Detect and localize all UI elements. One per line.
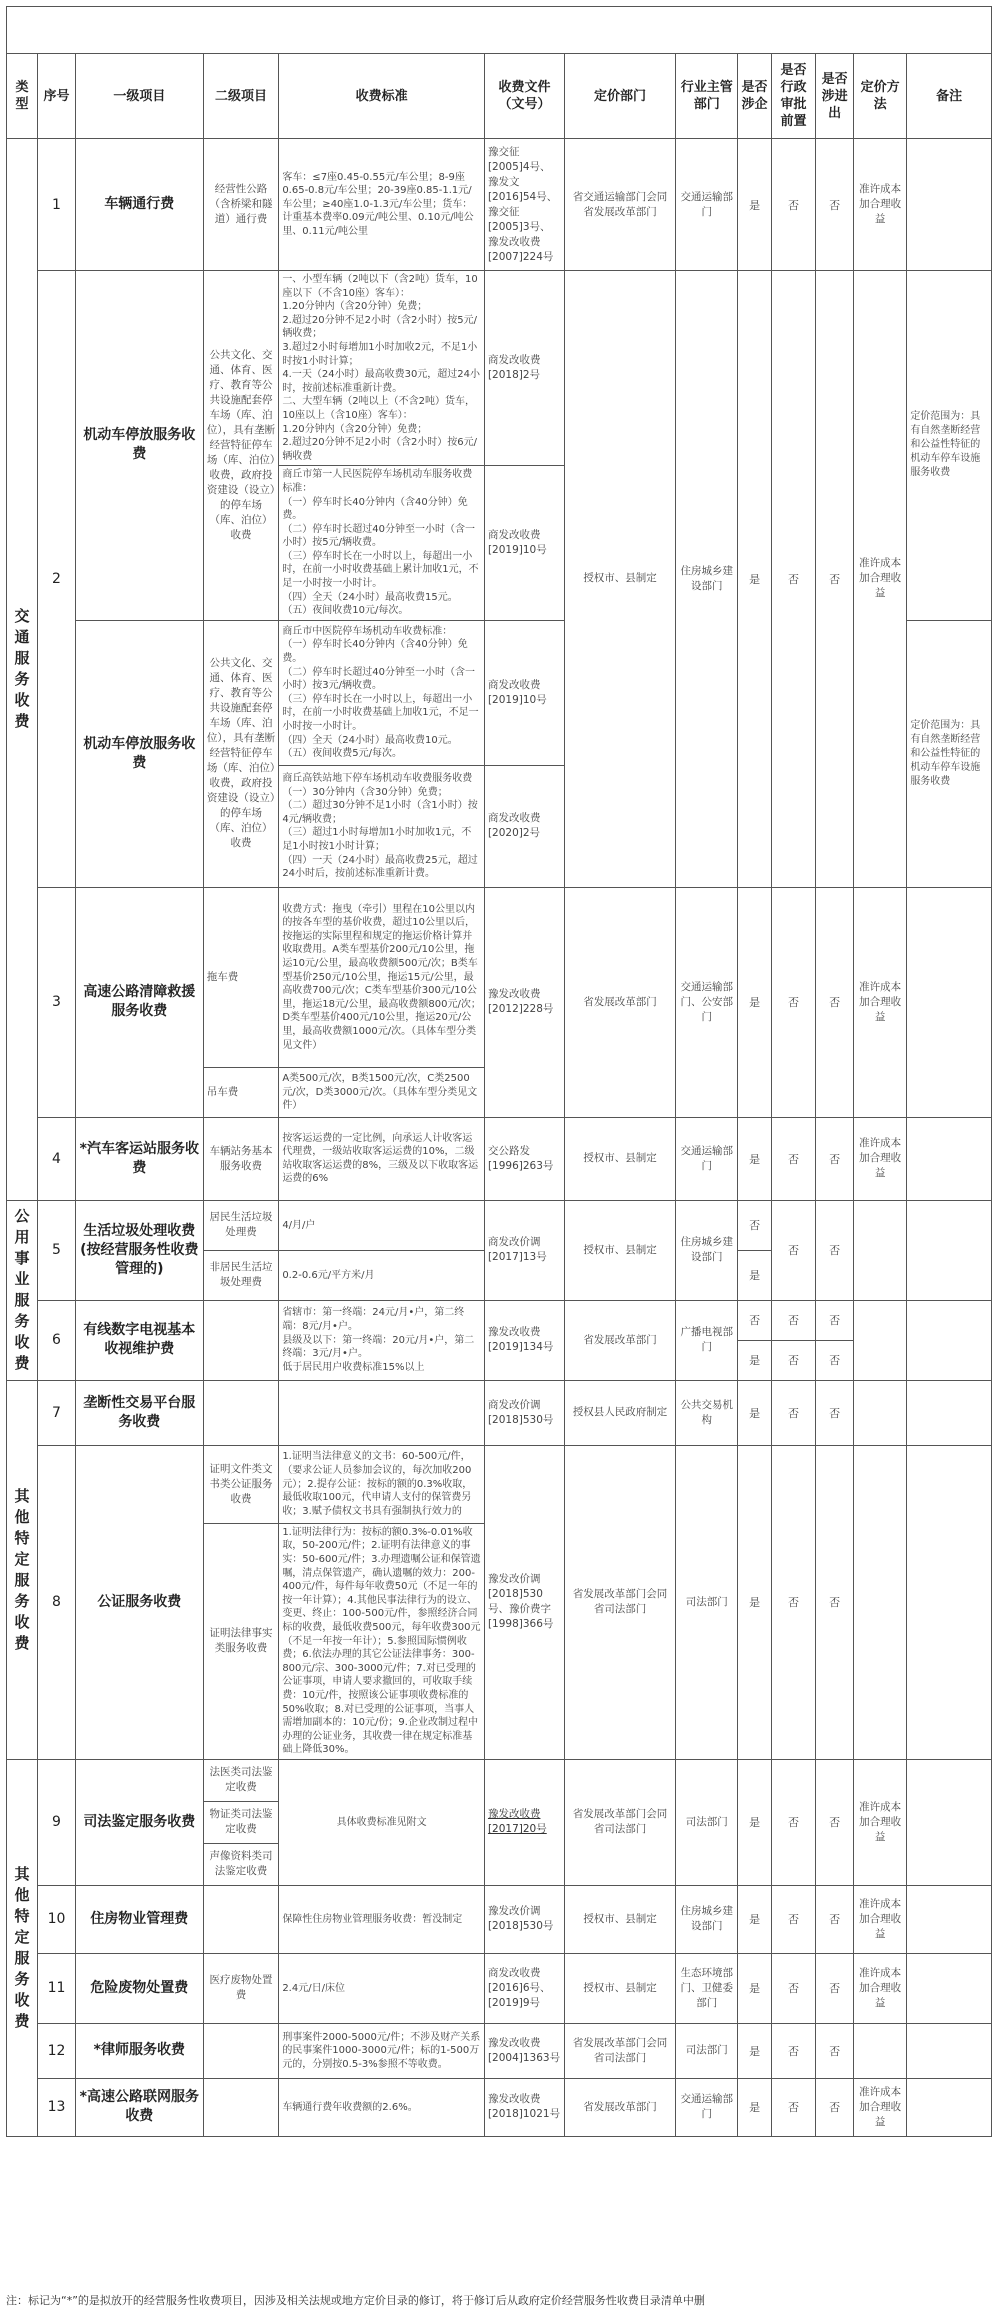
text-line: 定价范围为：具有自然垄断经营和公益性特征的机动车停车设施服务收费 — [910, 719, 981, 787]
involve-ent-4: 是 — [738, 1117, 771, 1200]
level1-1: 车辆通行费 — [75, 139, 203, 271]
industry-2: 住房城乡建设部门 — [676, 271, 738, 888]
header-seq: 序号 — [38, 54, 76, 139]
remark-10 — [907, 1885, 992, 1953]
seq-13: 13 — [38, 2078, 76, 2136]
text-line: 3.超过2小时每增加1小时加收2元，不足1小时按1小时计算； — [282, 341, 478, 367]
level2-6 — [203, 1300, 279, 1380]
header-doc: 收费文件（文号） — [484, 54, 564, 139]
header-price-method: 定价方法 — [853, 54, 906, 139]
text-line: 商发改收费[2019]10号 — [487, 678, 547, 706]
seq-7: 7 — [38, 1380, 76, 1445]
method-12 — [853, 2023, 906, 2078]
seq-5: 5 — [38, 1200, 76, 1300]
method-9: 准许成本加合理收益 — [853, 1759, 906, 1885]
standard-3b — [279, 1067, 485, 1117]
top-blank-row — [7, 7, 992, 54]
import-export-2: 否 — [816, 271, 854, 888]
import-export-11: 否 — [816, 1953, 854, 2023]
industry-5: 住房城乡建设部门 — [676, 1200, 738, 1300]
level2-9c: 声像资料类司法鉴定收费 — [203, 1843, 279, 1885]
text-line: 商丘市中医院停车场机动车收费标准： — [282, 625, 453, 637]
remark-12 — [907, 2023, 992, 2078]
doc-2d — [484, 765, 564, 887]
method-13: 准许成本加合理收益 — [853, 2078, 906, 2136]
level2-13 — [203, 2078, 279, 2136]
header-remark: 备注 — [907, 54, 992, 139]
gov-approval-10: 否 — [771, 1885, 815, 1953]
table-row-8a — [7, 1445, 992, 1523]
text-line: 保障性住房物业管理服务收费：暂没制定 — [282, 1913, 463, 1925]
method-5 — [853, 1200, 906, 1300]
header-dept: 定价部门 — [564, 54, 675, 139]
seq-3: 3 — [38, 887, 76, 1117]
level2-8a: 证明文件类文书类公证服务收费 — [203, 1445, 279, 1523]
text-line: 2.超过20分钟不足2小时（含2小时）按5元/辆收费； — [282, 314, 478, 340]
remark-2b — [907, 620, 992, 887]
involve-ent-6a: 否 — [738, 1300, 771, 1340]
text-line: 县级及以下：第一终端：20元/月•户，第二终端：3元/月•户。 — [282, 1334, 475, 1360]
remark-13 — [907, 2078, 992, 2136]
dept-2: 授权市、县制定 — [564, 271, 675, 888]
text-line: （二）停车时长超过40分钟至一小时（含一小时）按5元/辆收费。 — [282, 523, 476, 549]
import-export-12: 否 — [816, 2023, 854, 2078]
text-line: 收费方式：拖曳（牵引）里程在10公里以内的按各车型的基价收费，超过10公里以后，按拖运的实际里程和规定的拖运价格计算并收取费用。A类车型基价200元/10公里，拖运10元/公里，最高收费额500元/次；B类车型基价250元/10公里，拖运15元/公里，最高收费700元/次；C类车型基价300元/10公里，拖运18元/公里，最高收费额800元/次；D类车型基价400元/10公里，拖运20元/公里，最高收费额1000元/次。（具体车型分类见文件） — [282, 903, 481, 1051]
import-export-4: 否 — [816, 1117, 854, 1200]
standard-5a — [279, 1200, 485, 1250]
table-row-6a — [7, 1300, 992, 1340]
text-line: 按客运运费的一定比例，向承运人计收客运代理费，一级站收取客运运费的10%，二级站收取客运运费的8%，三级及以下收取客运运费的6% — [282, 1132, 479, 1185]
header-involve-ent: 是否涉企 — [738, 54, 771, 139]
involve-ent-6b: 是 — [738, 1340, 771, 1380]
industry-6: 广播电视部门 — [676, 1300, 738, 1380]
category-public: 公用事业服务收费 — [7, 1200, 38, 1380]
text-line: 商发改收费[2019]10号 — [487, 529, 547, 557]
import-export-1: 否 — [816, 139, 854, 271]
doc-8 — [484, 1445, 564, 1759]
doc-3 — [484, 887, 564, 1117]
text-line: 商发改收费[2016]6号、[2019]9号 — [487, 1966, 551, 2009]
seq-9: 9 — [38, 1759, 76, 1885]
doc-10 — [484, 1885, 564, 1953]
text-line: 4.一天（24小时）最高收费30元，超过24小时，按前述标准重新计费。 — [282, 369, 481, 394]
gov-approval-11: 否 — [771, 1953, 815, 2023]
text-line: 豫发改价调[2018]530号、豫价费字[1998]366号 — [487, 1573, 554, 1631]
dept-9: 省发展改革部门会同省司法部门 — [564, 1759, 675, 1885]
industry-11: 生态环境部门、卫健委部门 — [676, 1953, 738, 2023]
remark-7 — [907, 1380, 992, 1445]
standard-10 — [279, 1885, 485, 1953]
text-line: 1.20分钟内（含20分钟）免费； — [282, 423, 428, 435]
involve-ent-8: 是 — [738, 1445, 771, 1759]
dept-10: 授权市、县制定 — [564, 1885, 675, 1953]
gov-approval-1: 否 — [771, 139, 815, 271]
text-line: 豫发改收费[2004]1363号 — [487, 2036, 561, 2064]
dept-4: 授权市、县制定 — [564, 1117, 675, 1200]
text-line: （三）停车时长在一小时以上，每超出一小时，在前一小时收费基础上加收1元，不足一小时按一小时计。 — [282, 693, 479, 733]
method-2: 准许成本加合理收益 — [853, 271, 906, 888]
import-export-3: 否 — [816, 887, 854, 1117]
gov-approval-9: 否 — [771, 1759, 815, 1885]
standard-4 — [279, 1117, 485, 1200]
text-line: 1.证明法律行为：按标的额0.3%-0.01%收取，50-200元/件；2.证明有法律意义的事实：50-600元/件；3.办理遗嘱公证和保管遗嘱，清点保管遗产，确认遗嘱的效力：200-400元/件，每件每年收费50元（不足一年的按一年计算）；4.其他民事法律行为的设立、变更、终止：100-500元/件，参照经济合同标的收费，最低收费500元，每年收费300元（不足一年按一年计）；5.参照国际惯例收费；6.依法办理的其它公证法律事务：300-800元/宗、300-3000元/件；7.对已受理的公证事项，申请人要求撤回的，可收取手续费：10元/件，按照该公证事项收费标准的50%收取；8.对已受理的公证事项，当事人需增加副本的：10元/份；9.企业改制过程中办理的公证业务，其收费一律在规定标准基础上降低30%。 — [282, 1526, 481, 1756]
doc-2b — [484, 466, 564, 621]
remark-2a — [907, 271, 992, 621]
gov-approval-3: 否 — [771, 887, 815, 1117]
dept-5: 授权市、县制定 — [564, 1200, 675, 1300]
import-export-6b: 否 — [816, 1340, 854, 1380]
header-row — [7, 54, 992, 139]
category-other-specific-b: 其他特定服务收费 — [7, 1759, 38, 2136]
involve-ent-1: 是 — [738, 139, 771, 271]
level2-2a: 公共文化、交通、体育、医疗、教育等公共设施配套停车场（库、泊位），具有垄断经营特征停车场（库、泊位）收费，政府投资建设（设立）的停车场（库、泊位）收费 — [203, 271, 279, 621]
standard-8a — [279, 1445, 485, 1523]
text-line: 4/月/户 — [282, 1219, 316, 1231]
standard-11 — [279, 1953, 485, 2023]
text-line: 2.超过20分钟不足2小时（含2小时）按6元/辆收费 — [282, 437, 478, 462]
industry-13: 交通运输部门 — [676, 2078, 738, 2136]
level1-8: 公证服务收费 — [75, 1445, 203, 1759]
category-transport: 交通服务收费 — [7, 139, 38, 1201]
seq-12: 12 — [38, 2023, 76, 2078]
table-row-4 — [7, 1117, 992, 1200]
industry-9: 司法部门 — [676, 1759, 738, 1885]
seq-11: 11 — [38, 1953, 76, 2023]
table-row-1 — [7, 139, 992, 271]
method-1: 准许成本加合理收益 — [853, 139, 906, 271]
text-line: （一）停车时长40分钟内（含40分钟）免费。 — [282, 496, 468, 522]
involve-ent-7: 是 — [738, 1380, 771, 1445]
involve-ent-9: 是 — [738, 1759, 771, 1885]
level2-11: 医疗废物处置费 — [203, 1953, 279, 2023]
text-line: 省辖市：第一终端：24元/月•户，第二终端：8元/月•户。 — [282, 1307, 465, 1332]
level2-5b: 非居民生活垃圾处理费 — [203, 1250, 279, 1300]
involve-ent-3: 是 — [738, 887, 771, 1117]
text-line: 低于居民用户收费标准15%以上 — [282, 1361, 425, 1373]
text-line: 交公路发[1996]263号 — [487, 1144, 554, 1172]
header-import-export: 是否涉进出 — [816, 54, 854, 139]
level1-12: *律师服务收费 — [75, 2023, 203, 2078]
text-line: 商发改收费[2018]2号 — [487, 354, 541, 382]
header-standard: 收费标准 — [279, 54, 485, 139]
doc-5 — [484, 1200, 564, 1300]
header-type: 类型 — [7, 54, 38, 139]
import-export-5: 否 — [816, 1200, 854, 1300]
text-line: （三）停车时长在一小时以上，每超出一小时，在前一小时收费基础上累计加收1元，不足一小时按一小时计。 — [282, 550, 479, 590]
text-line: （二）停车时长超过40分钟至一小时（含一小时）按3元/辆收费。 — [282, 666, 476, 692]
level2-9b: 物证类司法鉴定收费 — [203, 1801, 279, 1843]
standard-13 — [279, 2078, 485, 2136]
table-row-9a — [7, 1759, 992, 1801]
import-export-6a: 否 — [816, 1300, 854, 1340]
level1-2a: 机动车停放服务收费 — [75, 271, 203, 621]
text-line: 1.20分钟内（含20分钟）免费； — [282, 301, 428, 313]
text-line: （四）一天（24小时）最高收费25元，超过24小时后，按前述标准重新计费。 — [282, 854, 478, 880]
doc-9[interactable] — [484, 1759, 564, 1885]
import-export-7: 否 — [816, 1380, 854, 1445]
industry-12: 司法部门 — [676, 2023, 738, 2078]
level1-4: *汽车客运站服务收费 — [75, 1117, 203, 1200]
level2-5a: 居民生活垃圾处理费 — [203, 1200, 279, 1250]
text-line: 商发改收费[2020]2号 — [487, 812, 541, 840]
text-line: 商发改价调[2017]13号 — [487, 1236, 547, 1264]
involve-ent-5b: 是 — [738, 1250, 771, 1300]
level2-3a: 拖车费 — [203, 887, 279, 1067]
table-row-11 — [7, 1953, 992, 2023]
doc-11 — [484, 1953, 564, 2023]
remark-3 — [907, 887, 992, 1117]
level1-10: 住房物业管理费 — [75, 1885, 203, 1953]
level2-12 — [203, 2023, 279, 2078]
text-line: 豫发改收费[2012]228号 — [487, 988, 554, 1016]
text-line: （一）停车时长40分钟内（含40分钟）免费。 — [282, 639, 468, 665]
level2-10 — [203, 1885, 279, 1953]
remark-1 — [907, 139, 992, 271]
level1-11: 危险废物处置费 — [75, 1953, 203, 2023]
method-7 — [853, 1380, 906, 1445]
doc-1 — [484, 139, 564, 271]
involve-ent-13: 是 — [738, 2078, 771, 2136]
method-11: 准许成本加合理收益 — [853, 1953, 906, 2023]
table-row-7 — [7, 1380, 992, 1445]
text-line: 刑事案件2000-5000元/件；不涉及财产关系的民事案件1000-3000元/件；标的1-500万元的，分别按0.5-3%参照不等收费。 — [282, 2031, 481, 2070]
category-other-specific: 其他特定服务收费 — [7, 1380, 38, 1759]
level2-4: 车辆站务基本服务收费 — [203, 1117, 279, 1200]
industry-8: 司法部门 — [676, 1445, 738, 1759]
text-line: 商丘高铁站地下停车场机动车收费服务收费 — [282, 772, 473, 784]
standard-1 — [279, 139, 485, 271]
level1-9: 司法鉴定服务收费 — [75, 1759, 203, 1885]
text-line: （二）超过30分钟不足1小时（含1小时）按4元/辆收费； — [282, 800, 478, 825]
doc-2a — [484, 271, 564, 466]
text-line: 豫发改收费[2017]20号 — [487, 1808, 547, 1836]
seq-2: 2 — [38, 271, 76, 888]
text-line: 豫发改价调[2018]530号 — [487, 1905, 554, 1933]
standard-2b — [279, 466, 485, 621]
industry-7: 公共交易机构 — [676, 1380, 738, 1445]
standard-2a — [279, 271, 485, 466]
dept-3: 省发展改革部门 — [564, 887, 675, 1117]
gov-approval-8: 否 — [771, 1445, 815, 1759]
text-line: （一）30分钟内（含30分钟）免费； — [282, 786, 448, 798]
gov-approval-6a: 否 — [771, 1300, 815, 1340]
involve-ent-11: 是 — [738, 1953, 771, 2023]
standard-6 — [279, 1300, 485, 1380]
standard-2c — [279, 620, 485, 765]
table-row-5a — [7, 1200, 992, 1250]
text-line: 车辆通行费年收费额的2.6%。 — [282, 2101, 418, 2113]
remark-9 — [907, 1759, 992, 1885]
involve-ent-12: 是 — [738, 2023, 771, 2078]
level1-2b: 机动车停放服务收费 — [75, 620, 203, 887]
dept-8: 省发展改革部门会同省司法部门 — [564, 1445, 675, 1759]
gov-approval-6b: 否 — [771, 1340, 815, 1380]
text-line: 二、大型车辆（2吨以上（不含2吨）货车，10座以上（含10座）客车）： — [282, 396, 476, 421]
remark-8 — [907, 1445, 992, 1759]
involve-ent-2: 是 — [738, 271, 771, 888]
seq-4: 4 — [38, 1117, 76, 1200]
text-line: 豫发改收费[2018]1021号 — [487, 2093, 561, 2121]
footnote: 注：标记为“*”的是拟放开的经营服务性收费项目，因涉及相关法规或地方定价目录的修订，将于修订后从政府定价经营服务性收费目录清单中删 — [6, 2294, 705, 2307]
header-gov-approval: 是否行政审批前置 — [771, 54, 815, 139]
dept-12: 省发展改革部门会同省司法部门 — [564, 2023, 675, 2078]
gov-approval-4: 否 — [771, 1117, 815, 1200]
gov-approval-13: 否 — [771, 2078, 815, 2136]
dept-1: 省交通运输部门会同省发展改革部门 — [564, 139, 675, 271]
import-export-9: 否 — [816, 1759, 854, 1885]
text-line: 2.4元/日/床位 — [282, 1982, 345, 1994]
text-line: 商发改价调[2018]530号 — [487, 1398, 554, 1426]
dept-7: 授权县人民政府制定 — [564, 1380, 675, 1445]
remark-6 — [907, 1300, 992, 1380]
standard-12 — [279, 2023, 485, 2078]
level2-2b: 公共文化、交通、体育、医疗、教育等公共设施配套停车场（库、泊位），具有垄断经营特征停车场（库、泊位）收费，政府投资建设（设立）的停车场（库、泊位）收费 — [203, 620, 279, 887]
seq-8: 8 — [38, 1445, 76, 1759]
method-6 — [853, 1300, 906, 1380]
industry-1: 交通运输部门 — [676, 139, 738, 271]
doc-2c — [484, 620, 564, 765]
remark-5 — [907, 1200, 992, 1300]
seq-6: 6 — [38, 1300, 76, 1380]
involve-ent-5a: 否 — [738, 1200, 771, 1250]
seq-1: 1 — [38, 139, 76, 271]
gov-approval-12: 否 — [771, 2023, 815, 2078]
table-row-10 — [7, 1885, 992, 1953]
header-industry: 行业主管部门 — [676, 54, 738, 139]
standard-7 — [279, 1380, 485, 1445]
industry-4: 交通运输部门 — [676, 1117, 738, 1200]
level2-1: 经营性公路（含桥梁和隧道）通行费 — [203, 139, 279, 271]
text-line: （四）全天（24小时）最高收费10元。 — [282, 734, 458, 746]
table-row-13 — [7, 2078, 992, 2136]
dept-6: 省发展改革部门 — [564, 1300, 675, 1380]
method-10: 准许成本加合理收益 — [853, 1885, 906, 1953]
table-row-12 — [7, 2023, 992, 2078]
dept-11: 授权市、县制定 — [564, 1953, 675, 2023]
standard-2d — [279, 765, 485, 887]
doc-7 — [484, 1380, 564, 1445]
level2-8b: 证明法律事实类服务收费 — [203, 1523, 279, 1759]
text-line: （五）夜间收费5元/每次。 — [282, 748, 403, 760]
remark-11 — [907, 1953, 992, 2023]
doc-6 — [484, 1300, 564, 1380]
text-line: 一、小型车辆（2吨以下（含2吨）货车，10座以下（不含10座）客车）： — [282, 274, 478, 299]
standard-9 — [279, 1759, 485, 1885]
table-row-3a — [7, 887, 992, 1067]
text-line: 豫发改收费[2019]134号 — [487, 1326, 554, 1354]
gov-approval-5: 否 — [771, 1200, 815, 1300]
doc-13 — [484, 2078, 564, 2136]
text-line: 1.证明当法律意义的文书：60-500元/件，（要求公证人员参加会议的，每次加收200元）；2.提存公证：按标的额的0.3%收取，最低收取100元，代申请人支付的保管费另收；3.赋予债权文书具有强制执行效力的 — [282, 1451, 473, 1517]
seq-10: 10 — [38, 1885, 76, 1953]
text-line: 具体收费标准见附文 — [336, 1816, 427, 1828]
gov-approval-2: 否 — [771, 271, 815, 888]
level1-5: 生活垃圾处理收费(按经营服务性收费管理的) — [75, 1200, 203, 1300]
text-line: （三）超过1小时每增加1小时加收1元，不足1小时按1小时计算； — [282, 827, 472, 852]
header-level2: 二级项目 — [203, 54, 279, 139]
standard-5b — [279, 1250, 485, 1300]
doc-12 — [484, 2023, 564, 2078]
text-line: （五）夜间收费10元/每次。 — [282, 605, 409, 617]
industry-10: 住房城乡建设部门 — [676, 1885, 738, 1953]
level1-6: 有线数字电视基本收视维护费 — [75, 1300, 203, 1380]
method-3: 准许成本加合理收益 — [853, 887, 906, 1117]
import-export-8: 否 — [816, 1445, 854, 1759]
involve-ent-10: 是 — [738, 1885, 771, 1953]
level1-3: 高速公路清障救援服务收费 — [75, 887, 203, 1117]
level1-7: 垄断性交易平台服务收费 — [75, 1380, 203, 1445]
text-line: A类500元/次，B类1500元/次，C类2500元/次，D类3000元/次。（具体车型分类见文件） — [282, 1072, 478, 1112]
doc-4 — [484, 1117, 564, 1200]
standard-3a — [279, 887, 485, 1067]
method-4: 准许成本加合理收益 — [853, 1117, 906, 1200]
import-export-10: 否 — [816, 1885, 854, 1953]
table-row-2a — [7, 271, 992, 466]
fee-catalog-table — [6, 6, 992, 2137]
level2-9a: 法医类司法鉴定收费 — [203, 1759, 279, 1801]
level2-3b: 吊车费 — [203, 1067, 279, 1117]
level1-13: *高速公路联网服务收费 — [75, 2078, 203, 2136]
header-level1: 一级项目 — [75, 54, 203, 139]
standard-8b — [279, 1523, 485, 1759]
level2-7 — [203, 1380, 279, 1445]
import-export-13: 否 — [816, 2078, 854, 2136]
remark-4 — [907, 1117, 992, 1200]
industry-3: 交通运输部门、公安部门 — [676, 887, 738, 1117]
text-line: （四）全天（24小时）最高收费15元。 — [282, 591, 458, 603]
text-line: 0.2-0.6元/平方米/月 — [282, 1269, 375, 1281]
gov-approval-7: 否 — [771, 1380, 815, 1445]
text-line: 客车：≤7座0.45-0.55元/车公里；8-9座0.65-0.8元/车公里；20-39座0.85-1.1元/车公里；≥40座1.0-1.3元/车公里；货车：计重基本费率0.09元/吨公里、0.10元/吨公里、0.11元/吨公里 — [282, 171, 474, 237]
text-line: 豫交征[2005]4号、豫发文[2016]54号、豫交征[2005]3号、豫发改收费[2007]224号 — [487, 145, 558, 263]
method-8 — [853, 1445, 906, 1759]
text-line: 定价范围为：具有自然垄断经营和公益性特征的机动车停车设施服务收费 — [910, 411, 981, 479]
text-line: 商丘市第一人民医院停车场机动车服务收费标准： — [282, 469, 473, 494]
dept-13: 省发展改革部门 — [564, 2078, 675, 2136]
